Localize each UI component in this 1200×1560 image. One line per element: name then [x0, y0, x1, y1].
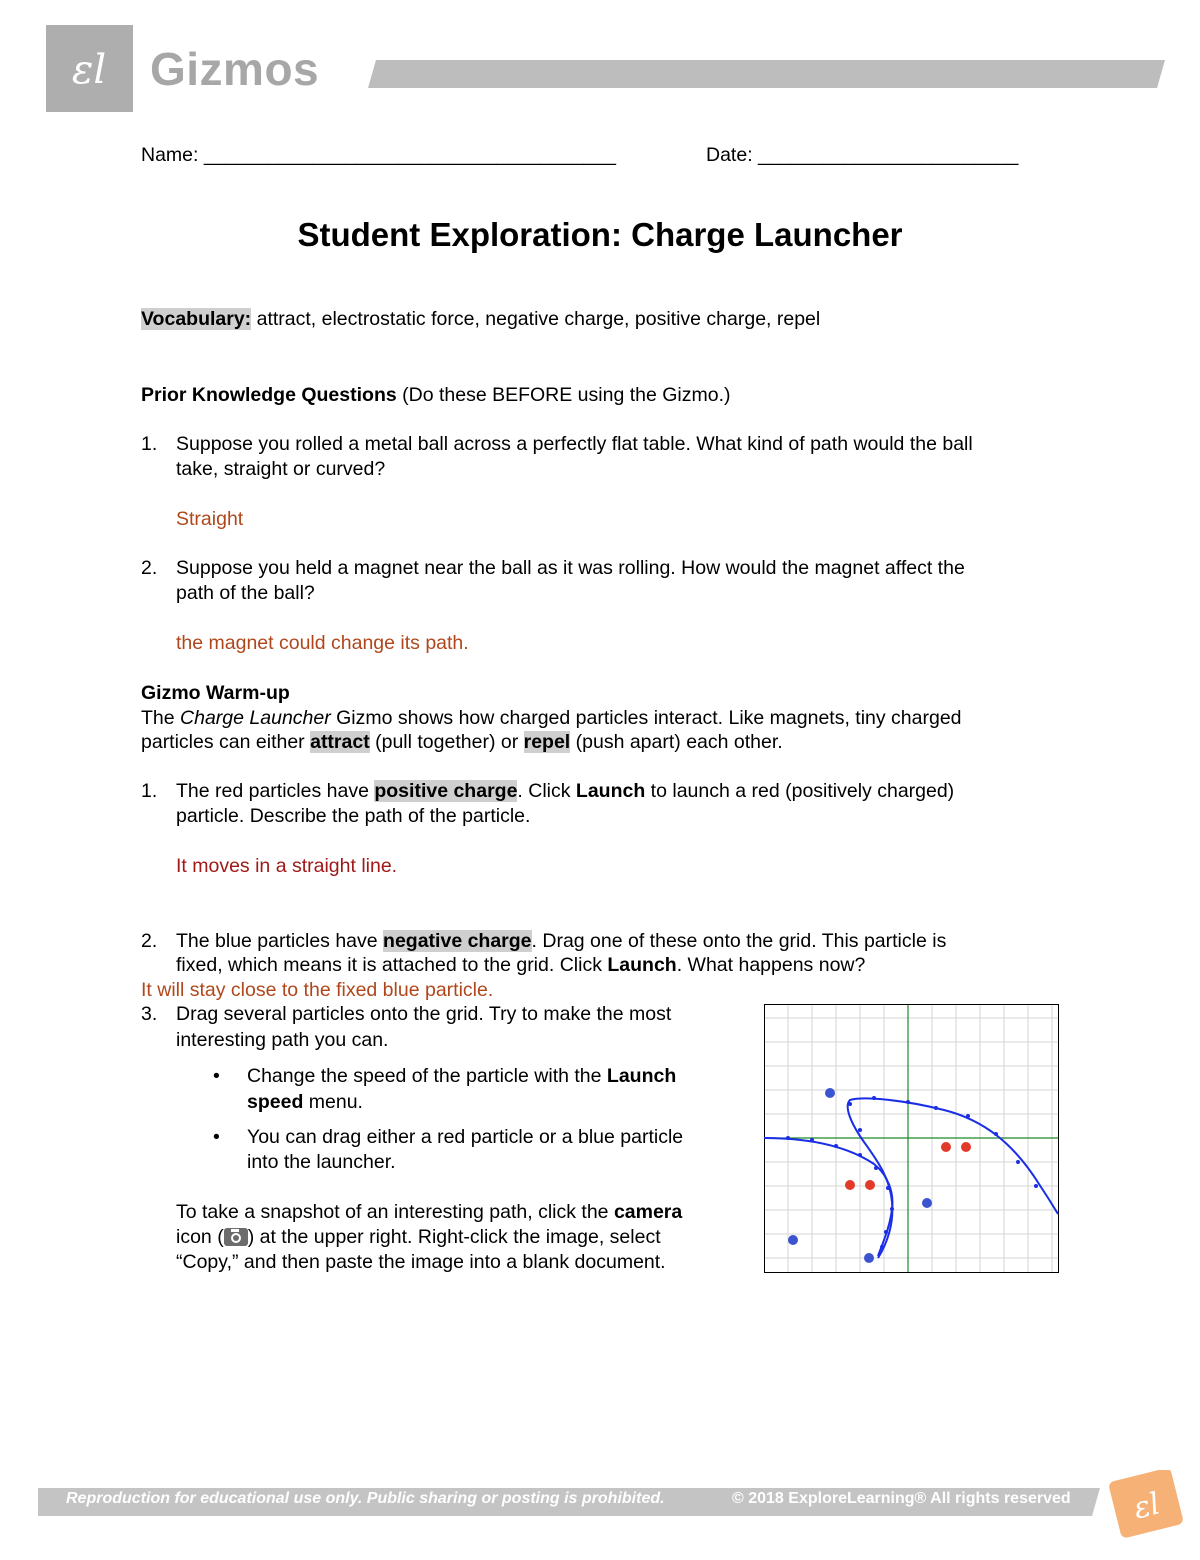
- gizmos-logo-icon: [46, 25, 133, 112]
- attract-term: attract: [310, 731, 370, 753]
- q-text: The blue particles have: [176, 930, 384, 952]
- q-number: 3.: [141, 1003, 158, 1025]
- snapshot-line3: “Copy,” and then paste the image into a blank document.: [176, 1251, 666, 1273]
- vocabulary-line: [141, 307, 820, 332]
- bullet2-line2: into the launcher.: [247, 1151, 396, 1173]
- vocabulary-terms: attract, electrostatic force, negative charge, positive charge, repel: [251, 308, 821, 330]
- prior-heading-text: Prior Knowledge Questions: [141, 384, 397, 406]
- prior-q1-line1: [141, 432, 973, 457]
- intro-text: The: [141, 707, 181, 729]
- date-field: Date: ________________________: [706, 144, 1019, 166]
- header-bar: [368, 60, 1165, 88]
- name-field: Name: ______________________________________: [141, 144, 616, 166]
- prior-q1-answer: Straight: [176, 508, 244, 530]
- prior-q2-line2: path of the ball?: [176, 582, 315, 604]
- q-text: . What happens now?: [676, 954, 866, 976]
- bullet-dot: •: [213, 1065, 220, 1087]
- footer-notice: Reproduction for educational use only. Public sharing or posting is prohibited.: [66, 1490, 665, 1507]
- positive-charge-term: positive charge: [374, 780, 518, 802]
- intro-italic: Charge Launcher: [180, 707, 331, 729]
- q-text: Drag several particles onto the grid. Try to make the most: [176, 1003, 672, 1025]
- prior-note: (Do these BEFORE using the Gizmo.): [396, 384, 731, 406]
- warmup-heading: Gizmo Warm-up: [141, 682, 290, 704]
- bullet-text: Change the speed of the particle with the: [247, 1065, 607, 1087]
- q-text: Suppose you rolled a metal ball across a perfectly flat table. What kind of path would the ball: [176, 433, 973, 455]
- negative-charge-term: negative charge: [383, 930, 532, 952]
- intro-text: (push apart) each other.: [570, 731, 783, 753]
- warmup-q2-line1: [141, 929, 946, 954]
- warmup-q1-line2: particle. Describe the path of the particle.: [176, 805, 531, 827]
- warmup-q3-line2: interesting path you can.: [176, 1029, 389, 1051]
- bullet-dot: •: [213, 1126, 220, 1148]
- bullet1-line2: [247, 1090, 363, 1115]
- intro-text: particles can either: [141, 731, 311, 753]
- q-text: to launch a red (positively charged): [645, 780, 955, 802]
- q-text: . Drag one of these onto the grid. This particle is: [531, 930, 947, 952]
- intro-text: Gizmo shows how charged particles interact. Like magnets, tiny charged: [330, 707, 962, 729]
- warmup-q2-line2: [176, 953, 865, 978]
- page-title: Student Exploration: Charge Launcher: [297, 216, 903, 253]
- intro-text: (pull together) or: [369, 731, 524, 753]
- snapshot-line1: [176, 1200, 682, 1225]
- warmup-q2-answer: It will stay close to the fixed blue particle.: [141, 979, 494, 1001]
- q-number: 1.: [141, 433, 158, 455]
- camera-term: camera: [613, 1201, 683, 1223]
- snap-text: To take a snapshot of an interesting path, click the: [176, 1201, 614, 1223]
- prior-q2-line1: [141, 556, 965, 581]
- svg-text:εl: εl: [1130, 1486, 1164, 1527]
- q-number: 2.: [141, 557, 158, 579]
- prior-q2-answer: the magnet could change its path.: [176, 632, 469, 654]
- q-text: fixed, which means it is attached to the grid. Click: [176, 954, 608, 976]
- q-text: The red particles have: [176, 780, 375, 802]
- launch-term: Launch: [606, 1065, 677, 1087]
- snapshot-line2: [176, 1225, 661, 1253]
- warmup-intro: [141, 706, 962, 731]
- warmup-intro-line2: [141, 730, 783, 755]
- q-number: 2.: [141, 930, 158, 952]
- warmup-q1-line1: [141, 779, 954, 804]
- logo-text: Gizmos: [150, 43, 320, 95]
- bullet-text: menu.: [303, 1091, 363, 1113]
- bullet2-line1: You can drag either a red particle or a blue particle: [247, 1126, 684, 1148]
- q-number: 1.: [141, 780, 158, 802]
- repel-term: repel: [523, 731, 571, 753]
- launch-term: Launch: [575, 780, 646, 802]
- warmup-q1-answer: It moves in a straight line.: [176, 855, 398, 877]
- footer-copyright: © 2018 ExploreLearning® All rights reserved: [732, 1490, 1071, 1507]
- prior-q1-line2: take, straight or curved?: [176, 458, 386, 480]
- q-text: . Click: [517, 780, 576, 802]
- warmup-q3-line1: [141, 1002, 671, 1027]
- prior-knowledge-heading: [141, 383, 731, 408]
- gizmo-snapshot-image: [764, 1004, 1059, 1273]
- vocabulary-label: Vocabulary:: [141, 308, 252, 330]
- speed-term: speed: [247, 1091, 304, 1113]
- bullet1-line1: [247, 1064, 676, 1089]
- footer-bar: [0, 1470, 1200, 1560]
- svg-text:εl: εl: [71, 47, 107, 93]
- snap-text: ) at the upper right. Right-click the image, select: [247, 1226, 661, 1248]
- snap-text: icon (: [176, 1226, 224, 1248]
- launch-term: Launch: [607, 954, 677, 976]
- q-text: Suppose you held a magnet near the ball as it was rolling. How would the magnet affect the: [176, 557, 965, 579]
